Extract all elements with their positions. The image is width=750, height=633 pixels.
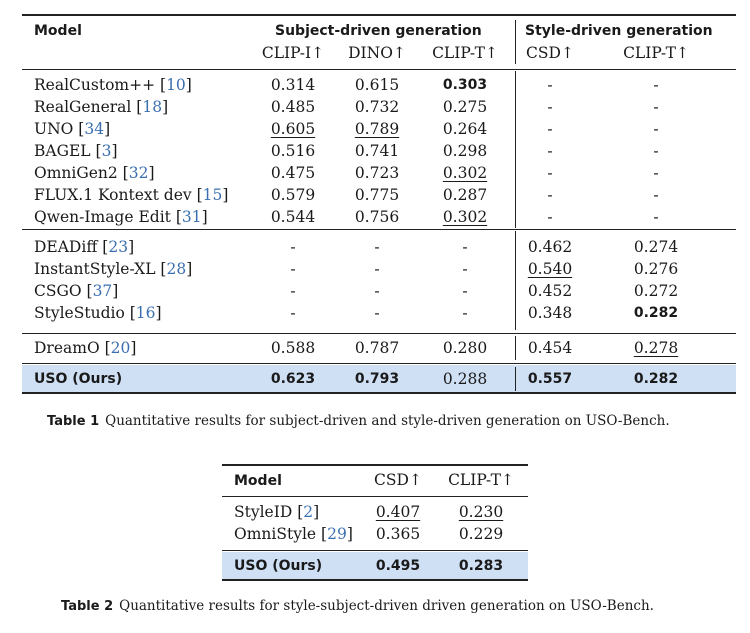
table-row-name: Qwen-Image Edit [31] xyxy=(34,208,208,226)
table-cell: 0.264 xyxy=(442,120,488,138)
table-cell: 0.615 xyxy=(354,76,400,94)
table-2-caption: Table 2 Quantitative results for style-subject-driven driven generation on USO-Bench. xyxy=(61,598,654,614)
table-cell: - xyxy=(374,282,380,300)
header-dino: DINO↑ xyxy=(348,44,406,62)
table-1-caption: Table 1 Quantitative results for subject-driven and style-driven generation on USO-Bench. xyxy=(47,413,670,429)
table-cell: 0.588 xyxy=(270,339,316,357)
table-row-name: StyleStudio [16] xyxy=(34,304,162,322)
top-rule xyxy=(222,464,528,466)
table-cell: 0.605 xyxy=(270,120,316,138)
header-clip-t: CLIP-T↑ xyxy=(432,44,498,62)
table-cell: 0.280 xyxy=(442,339,488,357)
table-cell: - xyxy=(653,76,659,94)
table-cell: - xyxy=(547,76,553,94)
group-divider xyxy=(515,20,516,64)
bottom-rule xyxy=(22,392,736,394)
header-rule xyxy=(22,69,736,70)
table-cell: - xyxy=(653,186,659,204)
table-cell: - xyxy=(290,282,296,300)
table-cell: - xyxy=(653,142,659,160)
table-row-name: StyleID [2] xyxy=(234,503,320,521)
table-cell: 0.314 xyxy=(270,76,316,94)
table-row-name: DEADiff [23] xyxy=(34,238,135,256)
table-cell: - xyxy=(547,208,553,226)
table-cell: 0.732 xyxy=(354,98,400,116)
table-cell: 0.789 xyxy=(354,120,400,138)
table-cell: 0.723 xyxy=(354,164,400,182)
table-cell: - xyxy=(547,186,553,204)
table-cell: - xyxy=(653,98,659,116)
table-cell: 0.283 xyxy=(458,558,504,574)
table-cell: 0.579 xyxy=(270,186,316,204)
table-cell: 0.787 xyxy=(354,339,400,357)
table-cell: - xyxy=(462,304,468,322)
table-cell: - xyxy=(653,208,659,226)
top-rule xyxy=(22,14,736,16)
table-cell: 0.272 xyxy=(633,282,679,300)
group-divider xyxy=(515,71,516,228)
table-row-name: CSGO [37] xyxy=(34,282,119,300)
table-row-name: OmniStyle [29] xyxy=(234,525,353,543)
table-cell: - xyxy=(547,164,553,182)
table-row-name-ours: USO (Ours) xyxy=(234,558,323,574)
header-subject-driven: Subject-driven generation xyxy=(275,23,482,39)
table-row-name: RealGeneral [18] xyxy=(34,98,169,116)
header-clip-i: CLIP-I↑ xyxy=(261,44,325,62)
table-cell: 0.275 xyxy=(442,98,488,116)
table-cell: - xyxy=(462,238,468,256)
table-cell: 0.229 xyxy=(458,525,504,543)
table-row-name-ours: USO (Ours) xyxy=(34,371,123,387)
table-cell: 0.274 xyxy=(633,238,679,256)
table-cell: 0.348 xyxy=(527,304,573,322)
table-cell: 0.557 xyxy=(527,371,573,387)
header-model: Model xyxy=(34,23,82,39)
table-cell: 0.623 xyxy=(270,371,316,387)
table-cell: 0.540 xyxy=(527,260,573,278)
table-cell: - xyxy=(374,238,380,256)
table-cell: - xyxy=(290,304,296,322)
table-cell: 0.298 xyxy=(442,142,488,160)
table-row-name: InstantStyle-XL [28] xyxy=(34,260,193,278)
table-cell: - xyxy=(374,260,380,278)
table-cell: - xyxy=(653,120,659,138)
group-divider xyxy=(515,336,516,360)
header-rule xyxy=(222,496,528,497)
table-cell: - xyxy=(462,282,468,300)
table-cell: 0.282 xyxy=(633,305,679,321)
table-cell: 0.485 xyxy=(270,98,316,116)
table-cell: 0.516 xyxy=(270,142,316,160)
section-rule xyxy=(22,229,736,230)
table-cell: 0.276 xyxy=(633,260,679,278)
table-cell: - xyxy=(547,98,553,116)
table-cell: 0.302 xyxy=(442,208,488,226)
header-csd: CSD↑ xyxy=(526,44,574,62)
table-cell: 0.278 xyxy=(633,339,679,357)
table-cell: - xyxy=(547,120,553,138)
table-cell: - xyxy=(653,164,659,182)
header-clip-t: CLIP-T↑ xyxy=(448,471,514,489)
table-cell: - xyxy=(290,260,296,278)
table-cell: 0.365 xyxy=(375,525,421,543)
table-cell: 0.302 xyxy=(442,164,488,182)
table-cell: 0.495 xyxy=(375,558,421,574)
header-csd: CSD↑ xyxy=(374,471,422,489)
table-cell: 0.793 xyxy=(354,371,400,387)
table-cell: - xyxy=(374,304,380,322)
header-model: Model xyxy=(234,473,282,489)
table-cell: 0.475 xyxy=(270,164,316,182)
table-cell: - xyxy=(462,260,468,278)
table-cell: 0.756 xyxy=(354,208,400,226)
table-cell: 0.462 xyxy=(527,238,573,256)
table-row-name: BAGEL [3] xyxy=(34,142,118,160)
table-2 xyxy=(222,464,528,582)
header-clip-t-style: CLIP-T↑ xyxy=(623,44,689,62)
section-rule xyxy=(22,333,736,334)
table-1 xyxy=(22,14,736,395)
table-cell: - xyxy=(290,238,296,256)
table-row-name: RealCustom++ [10] xyxy=(34,76,192,94)
table-cell: 0.282 xyxy=(633,371,679,387)
table-cell: 0.775 xyxy=(354,186,400,204)
table-cell: - xyxy=(547,142,553,160)
table-cell: 0.452 xyxy=(527,282,573,300)
bottom-rule xyxy=(222,579,528,581)
table-cell: 0.741 xyxy=(354,142,400,160)
table-row-name: DreamO [20] xyxy=(34,339,137,357)
table-cell: 0.407 xyxy=(375,503,421,521)
header-style-driven: Style-driven generation xyxy=(525,23,713,39)
section-rule xyxy=(222,550,528,551)
table-row-name: FLUX.1 Kontext dev [15] xyxy=(34,186,229,204)
group-divider xyxy=(515,231,516,330)
group-divider xyxy=(515,367,516,391)
table-cell: 0.303 xyxy=(442,77,488,93)
section-rule xyxy=(22,363,736,364)
table-cell: 0.230 xyxy=(458,503,504,521)
table-cell: 0.287 xyxy=(442,186,488,204)
table-row-name: UNO [34] xyxy=(34,120,111,138)
table-row-name: OmniGen2 [32] xyxy=(34,164,155,182)
table-cell: 0.288 xyxy=(442,370,488,388)
table-cell: 0.544 xyxy=(270,208,316,226)
table-cell: 0.454 xyxy=(527,339,573,357)
